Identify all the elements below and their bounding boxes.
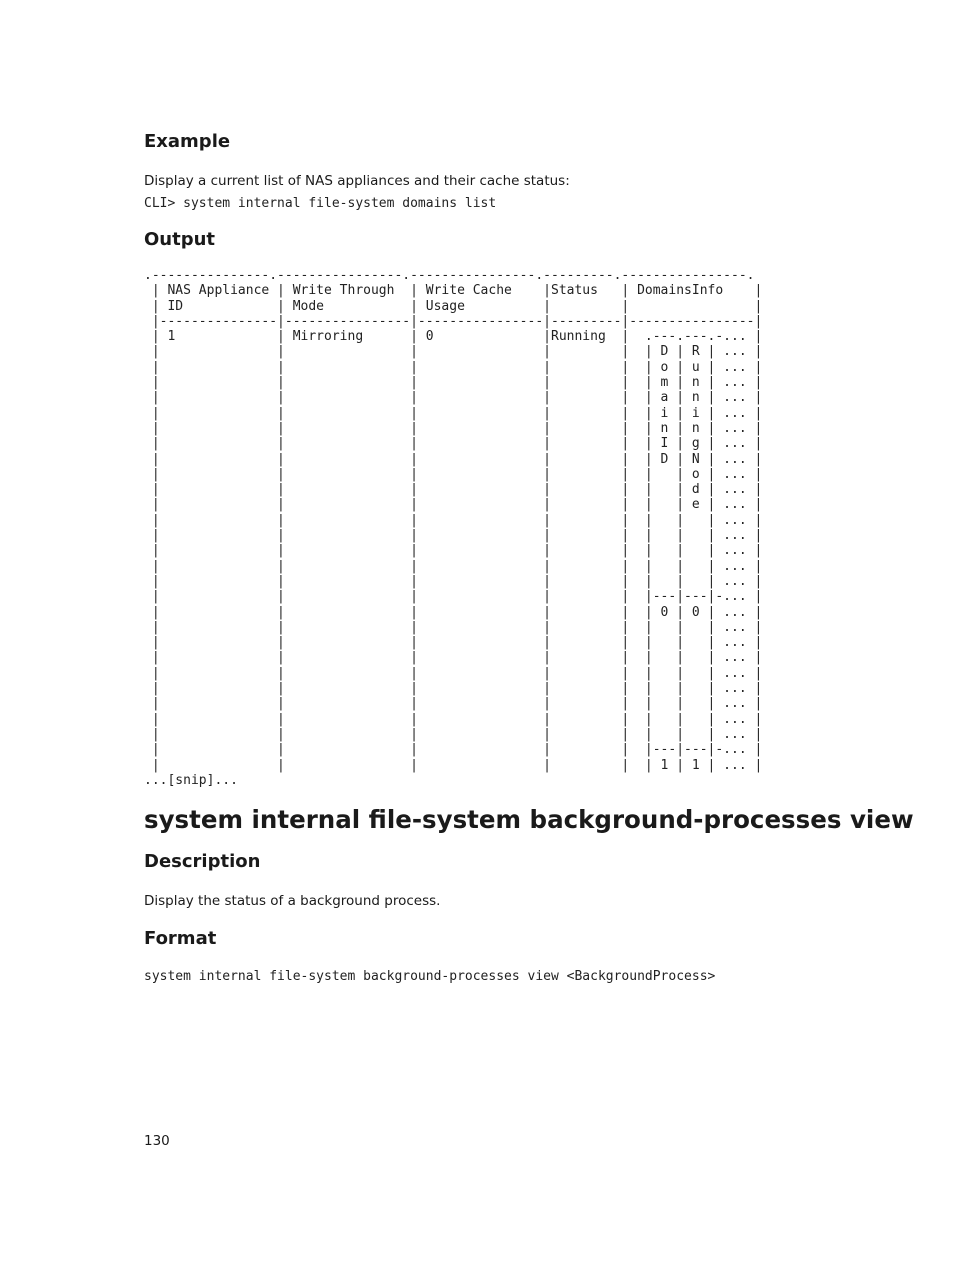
output-line: | NAS Appliance | Write Through | Write Cache |Status | DomainsInfo | xyxy=(144,283,763,299)
output-line: | | | | | | | o | ... | xyxy=(144,466,763,482)
output-line: | | | | | | 1 | 1 | ... | xyxy=(144,757,763,773)
output-line: | | | | | | I | g | ... | xyxy=(144,436,763,452)
output-line: | | | | | | D | R | ... | xyxy=(144,344,763,360)
output-line: | | | | | |---|---|-... | xyxy=(144,742,763,758)
output-line: | | | | | | | | ... | xyxy=(144,650,763,666)
output-line: | | | | | | | | ... | xyxy=(144,528,763,544)
output-line: | | | | | | | | ... | xyxy=(144,543,763,559)
output-line: | | | | | | D | N | ... | xyxy=(144,451,763,467)
output-line: | | | | | | | | ... | xyxy=(144,665,763,681)
output-line: | | | | | | o | u | ... | xyxy=(144,359,763,375)
output-line: | | | | | | | | ... | xyxy=(144,711,763,727)
output-line: | 1 | Mirroring | 0 |Running | .---.---.-... | xyxy=(144,329,763,345)
output-line: | | | | | | | | ... | xyxy=(144,635,763,651)
output-heading: Output xyxy=(144,229,216,250)
description-text: Display the status of a background process. xyxy=(144,893,441,909)
output-line: | ID | Mode | Usage | | | xyxy=(144,298,763,314)
output-line: | | | | | | a | n | ... | xyxy=(144,390,763,406)
output-line: | | | | | | n | n | ... | xyxy=(144,420,763,436)
format-command: system internal file-system background-processes view <BackgroundProcess> xyxy=(144,969,716,984)
output-line: | | | | | |---|---|-... | xyxy=(144,589,763,605)
example-description: Display a current list of NAS appliances and their cache status: xyxy=(144,173,570,189)
output-line: | | | | | | | | ... | xyxy=(144,681,763,697)
output-line: | | | | | | | | ... | xyxy=(144,619,763,635)
output-line: | | | | | | i | i | ... | xyxy=(144,405,763,421)
output-line: | | | | | | | | ... | xyxy=(144,726,763,742)
example-heading: Example xyxy=(144,131,231,152)
output-line: | | | | | | | | ... | xyxy=(144,512,763,528)
output-line: | | | | | | | | ... | xyxy=(144,573,763,589)
output-line: | | | | | | 0 | 0 | ... | xyxy=(144,604,763,620)
output-line: .---------------.----------------.----------------.---------.----------------. xyxy=(144,268,755,283)
page-number: 130 xyxy=(144,1133,170,1149)
output-listing xyxy=(144,268,762,788)
output-line: | | | | | | | e | ... | xyxy=(144,497,763,513)
format-heading: Format xyxy=(144,928,217,949)
section-title: system internal file-system background-processes view xyxy=(144,805,914,834)
output-line: | | | | | | | | ... | xyxy=(144,696,763,712)
output-line: | | | | | | | d | ... | xyxy=(144,482,763,498)
output-line: ...[snip]... xyxy=(144,772,238,788)
example-command: CLI> system internal file-system domains list xyxy=(144,196,497,211)
output-line: |---------------|----------------|----------------|---------|----------------| xyxy=(144,313,763,329)
output-line: | | | | | | m | n | ... | xyxy=(144,375,763,391)
description-heading: Description xyxy=(144,851,261,872)
output-line: | | | | | | | | ... | xyxy=(144,558,763,574)
